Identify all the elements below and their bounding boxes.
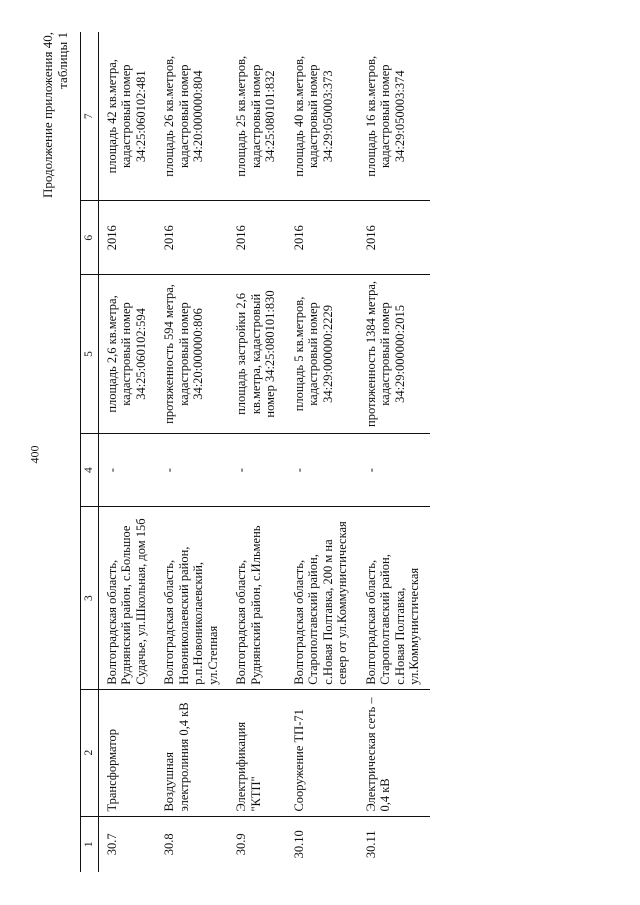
table-row: [358, 32, 430, 872]
page-number: 400: [27, 445, 42, 464]
object-characteristics: площадь 2,6 кв.метра, кадастровый номер 34:25:060102:594: [98, 275, 156, 434]
object-name: Электрическая сеть – 0,4 кВ: [358, 689, 430, 816]
year-value: 2016: [286, 201, 358, 275]
column-header: 2: [81, 689, 99, 816]
row-number: 30.8: [162, 833, 176, 856]
land-plot-info: площадь 16 кв.метров, кадастровый номер 34:29:050003:374: [358, 32, 430, 201]
object-characteristics: протяженность 594 метра, кадастровый номер 34:20:000000:806: [156, 275, 228, 434]
column-header: 7: [81, 32, 99, 201]
column-header: 4: [81, 433, 99, 507]
column-4-value: -: [228, 433, 286, 507]
object-name: Сооружение ТП-71: [286, 689, 358, 816]
land-plot-info: площадь 25 кв.метров, кадастровый номер 34:25:080101:832: [228, 32, 286, 201]
table-row: [286, 32, 358, 872]
object-address: Волгоградская область, Старополтавский район, с.Новая Полтавка, ул.Коммунистическая: [358, 507, 430, 689]
continuation-line-2: таблицы 1: [55, 32, 70, 89]
column-4-value: -: [286, 433, 358, 507]
year-value: 2016: [228, 201, 286, 275]
column-4-value: -: [98, 433, 156, 507]
land-plot-info: площадь 42 кв.метра, кадастровый номер 34:25:060102:481: [98, 32, 156, 201]
column-header: 1: [81, 816, 99, 872]
header-row: [81, 32, 99, 872]
row-number: 30.7: [104, 833, 119, 856]
column-header: 5: [81, 275, 99, 434]
row-number: 30.9: [234, 833, 248, 856]
object-address: Волгоградская область, Руднянский район, с.Большое Судачье, ул.Школьная, дом 15б: [98, 507, 156, 689]
object-address: Волгоградская область, Старополтавский район, с.Новая Полтавка, 200 м на север от ул.Коммунистическая: [286, 507, 358, 689]
object-address: Волгоградская область, Руднянский район, с.Ильмень: [228, 507, 286, 689]
object-name: Электрификация "КТП": [228, 689, 286, 816]
continuation-note: [40, 32, 70, 292]
continuation-line-1: Продолжение приложения 40,: [40, 32, 55, 199]
table-row: [156, 32, 228, 872]
year-value: 2016: [98, 201, 156, 275]
table-row: [98, 32, 156, 872]
land-plot-info: площадь 26 кв.метров, кадастровый номер 34:20:000000:804: [156, 32, 228, 201]
column-header: 3: [81, 507, 99, 689]
object-characteristics: площадь 5 кв.метров, кадастровый номер 34:29:000000:2229: [286, 275, 358, 434]
column-4-value: -: [358, 433, 430, 507]
object-address: Волгоградская область, Новониколаевский район, р.п.Новониколаевский, ул.Степная: [156, 507, 228, 689]
object-characteristics: протяженность 1384 метра, кадастровый номер 34:29:000000:2015: [358, 275, 430, 434]
row-number: 30.10: [291, 830, 306, 859]
column-header: 6: [81, 201, 99, 275]
property-table: [80, 32, 430, 872]
row-number: 30.11: [363, 830, 378, 859]
column-4-value: -: [156, 433, 228, 507]
land-plot-info: площадь 40 кв.метров, кадастровый номер 34:29:050003:373: [286, 32, 358, 201]
year-value: 2016: [358, 201, 430, 275]
object-name: Трансформатор: [98, 689, 156, 816]
table-row: [228, 32, 286, 872]
rotated-content: [40, 32, 600, 872]
object-characteristics: площадь застройки 2,6 кв.метра, кадастровый номер 34:25:080101:830: [228, 275, 286, 434]
year-value: 2016: [156, 201, 228, 275]
object-name: Воздушная электролиния 0,4 кВ: [156, 689, 228, 816]
